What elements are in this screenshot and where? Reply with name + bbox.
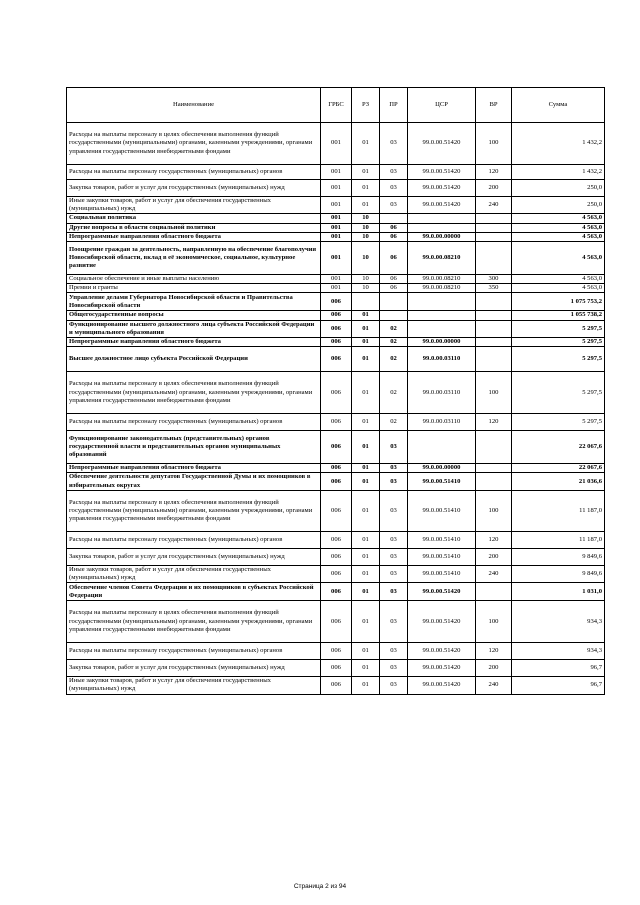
cell-pr: 03 xyxy=(380,548,408,565)
cell-vr xyxy=(476,232,512,241)
cell-sum: 4 563,0 xyxy=(512,275,605,284)
cell-grbs: 001 xyxy=(321,275,352,284)
cell-vr xyxy=(476,583,512,601)
table-row xyxy=(67,431,605,464)
cell-grbs: 001 xyxy=(321,180,352,197)
cell-sum: 5 297,5 xyxy=(512,372,605,414)
cell-sum: 22 067,6 xyxy=(512,431,605,464)
cell-grbs: 006 xyxy=(321,473,352,490)
cell-name: Управление делами Губернатора Новосибирской области и Правительства Новосибирской области xyxy=(67,293,321,311)
cell-grbs: 006 xyxy=(321,548,352,565)
cell-grbs: 001 xyxy=(321,123,352,165)
cell-csr xyxy=(408,320,476,337)
cell-sum: 11 187,0 xyxy=(512,531,605,548)
cell-csr: 99.0.00.03110 xyxy=(408,372,476,414)
cell-vr xyxy=(476,338,512,347)
cell-grbs: 006 xyxy=(321,565,352,582)
cell-pr: 03 xyxy=(380,464,408,473)
cell-pr: 02 xyxy=(380,372,408,414)
cell-rz: 01 xyxy=(352,601,380,643)
cell-name: Иные закупки товаров, работ и услуг для обеспечения государственных (муниципальных) нужд xyxy=(67,677,321,694)
cell-grbs: 001 xyxy=(321,284,352,293)
header-name: Наименование xyxy=(67,88,321,123)
table-row xyxy=(67,165,605,180)
cell-rz: 01 xyxy=(352,320,380,337)
cell-name: Расходы на выплаты персоналу государственных (муниципальных) органов xyxy=(67,414,321,431)
cell-sum: 250,0 xyxy=(512,180,605,197)
cell-csr xyxy=(408,431,476,464)
cell-csr: 99.0.00.08210 xyxy=(408,242,476,275)
table-row xyxy=(67,293,605,311)
table-row xyxy=(67,197,605,214)
cell-grbs: 006 xyxy=(321,320,352,337)
cell-vr xyxy=(476,431,512,464)
table-row xyxy=(67,284,605,293)
cell-name: Высшее должностное лицо субъекта Российской Федерации xyxy=(67,347,321,372)
cell-rz: 01 xyxy=(352,123,380,165)
budget-table xyxy=(66,87,605,695)
cell-vr: 240 xyxy=(476,677,512,694)
cell-sum: 5 297,5 xyxy=(512,347,605,372)
cell-csr: 99.0.00.51420 xyxy=(408,123,476,165)
cell-pr: 02 xyxy=(380,338,408,347)
cell-vr xyxy=(476,464,512,473)
cell-sum: 1 031,0 xyxy=(512,583,605,601)
cell-pr: 03 xyxy=(380,643,408,660)
cell-pr: 06 xyxy=(380,242,408,275)
cell-name: Расходы на выплаты персоналу в целях обеспечения выполнения функций государственными (муниципальными) органами, казенными учреждениями, органами управления государственными внебюджетными фондами xyxy=(67,123,321,165)
cell-vr: 120 xyxy=(476,414,512,431)
table-row xyxy=(67,490,605,531)
cell-name: Закупка товаров, работ и услуг для государственных (муниципальных) нужд xyxy=(67,180,321,197)
cell-pr xyxy=(380,311,408,320)
table-row xyxy=(67,414,605,431)
cell-sum: 934,3 xyxy=(512,643,605,660)
cell-vr: 200 xyxy=(476,548,512,565)
cell-rz: 01 xyxy=(352,414,380,431)
cell-name: Функционирование законодательных (представительных) органов государственной власти и представительных органов муниципальных образований xyxy=(67,431,321,464)
cell-pr: 06 xyxy=(380,275,408,284)
cell-sum: 21 036,6 xyxy=(512,473,605,490)
table-row xyxy=(67,473,605,490)
cell-grbs: 006 xyxy=(321,347,352,372)
cell-grbs: 006 xyxy=(321,677,352,694)
table-row xyxy=(67,223,605,232)
cell-sum: 4 563,0 xyxy=(512,284,605,293)
table-row xyxy=(67,548,605,565)
cell-pr: 06 xyxy=(380,284,408,293)
cell-sum: 11 187,0 xyxy=(512,490,605,531)
cell-rz: 01 xyxy=(352,531,380,548)
table-row xyxy=(67,372,605,414)
cell-rz: 01 xyxy=(352,660,380,677)
cell-csr: 99.0.00.51420 xyxy=(408,601,476,643)
cell-csr: 99.0.00.51420 xyxy=(408,197,476,214)
cell-name: Премии и гранты xyxy=(67,284,321,293)
cell-pr: 03 xyxy=(380,123,408,165)
cell-name: Расходы на выплаты персоналу в целях обеспечения выполнения функций государственными (муниципальными) органами, казенными учреждениями, органами управления государственными внебюджетными фондами xyxy=(67,372,321,414)
cell-grbs: 006 xyxy=(321,601,352,643)
cell-grbs: 006 xyxy=(321,643,352,660)
cell-sum: 9 849,6 xyxy=(512,565,605,582)
header-vr: ВР xyxy=(476,88,512,123)
cell-rz: 10 xyxy=(352,232,380,241)
cell-grbs: 001 xyxy=(321,232,352,241)
cell-csr: 99.0.00.51420 xyxy=(408,165,476,180)
cell-pr: 02 xyxy=(380,320,408,337)
cell-vr xyxy=(476,242,512,275)
cell-sum: 1 075 753,2 xyxy=(512,293,605,311)
cell-sum: 5 297,5 xyxy=(512,338,605,347)
cell-csr: 99.0.00.51420 xyxy=(408,583,476,601)
table-row xyxy=(67,347,605,372)
cell-grbs: 006 xyxy=(321,431,352,464)
cell-grbs: 006 xyxy=(321,464,352,473)
table-row xyxy=(67,311,605,320)
cell-rz: 01 xyxy=(352,347,380,372)
cell-sum: 5 297,5 xyxy=(512,414,605,431)
cell-name: Общегосударственные вопросы xyxy=(67,311,321,320)
cell-grbs: 006 xyxy=(321,311,352,320)
cell-rz: 10 xyxy=(352,223,380,232)
cell-csr: 99.0.00.51420 xyxy=(408,180,476,197)
cell-rz: 01 xyxy=(352,431,380,464)
cell-vr xyxy=(476,347,512,372)
cell-name: Иные закупки товаров, работ и услуг для обеспечения государственных (муниципальных) нужд xyxy=(67,565,321,582)
cell-name: Другие вопросы в области социальной политики xyxy=(67,223,321,232)
cell-name: Непрограммные направления областного бюджета xyxy=(67,232,321,241)
cell-vr: 300 xyxy=(476,275,512,284)
cell-name: Закупка товаров, работ и услуг для государственных (муниципальных) нужд xyxy=(67,660,321,677)
cell-pr: 03 xyxy=(380,601,408,643)
cell-name: Поощрение граждан за деятельность, направленную на обеспечение благополучия Новосибирской области, вклад в её экономическое, социальное, культурное развитие xyxy=(67,242,321,275)
cell-csr xyxy=(408,311,476,320)
header-rz: РЗ xyxy=(352,88,380,123)
table-row xyxy=(67,275,605,284)
cell-csr: 99.0.00.51420 xyxy=(408,660,476,677)
cell-sum: 4 563,0 xyxy=(512,214,605,223)
cell-csr: 99.0.00.00000 xyxy=(408,338,476,347)
cell-csr xyxy=(408,214,476,223)
table-row xyxy=(67,320,605,337)
cell-name: Непрограммные направления областного бюджета xyxy=(67,464,321,473)
cell-csr: 99.0.00.51420 xyxy=(408,643,476,660)
cell-rz: 10 xyxy=(352,242,380,275)
cell-sum: 4 563,0 xyxy=(512,223,605,232)
cell-csr: 99.0.00.03110 xyxy=(408,414,476,431)
table-row xyxy=(67,531,605,548)
cell-rz: 01 xyxy=(352,197,380,214)
cell-grbs: 001 xyxy=(321,223,352,232)
cell-name: Социальное обеспечение и иные выплаты населению xyxy=(67,275,321,284)
cell-rz xyxy=(352,293,380,311)
cell-rz: 01 xyxy=(352,372,380,414)
cell-pr: 03 xyxy=(380,473,408,490)
table-row xyxy=(67,643,605,660)
table-row xyxy=(67,583,605,601)
cell-pr: 03 xyxy=(380,197,408,214)
cell-grbs: 001 xyxy=(321,165,352,180)
cell-rz: 01 xyxy=(352,311,380,320)
cell-sum: 96,7 xyxy=(512,660,605,677)
cell-csr: 99.0.00.51410 xyxy=(408,473,476,490)
table-body xyxy=(67,123,605,695)
cell-pr: 03 xyxy=(380,565,408,582)
cell-vr: 120 xyxy=(476,531,512,548)
cell-grbs: 006 xyxy=(321,338,352,347)
cell-rz: 01 xyxy=(352,490,380,531)
cell-csr: 99.0.00.51410 xyxy=(408,565,476,582)
cell-pr: 06 xyxy=(380,223,408,232)
cell-vr: 100 xyxy=(476,490,512,531)
cell-name: Социальная политика xyxy=(67,214,321,223)
cell-sum: 4 563,0 xyxy=(512,242,605,275)
cell-sum: 1 432,2 xyxy=(512,165,605,180)
cell-rz: 01 xyxy=(352,338,380,347)
cell-name: Иные закупки товаров, работ и услуг для обеспечения государственных (муниципальных) нужд xyxy=(67,197,321,214)
cell-name: Функционирование высшего должностного лица субъекта Российской Федерации и муниципального образования xyxy=(67,320,321,337)
table-row xyxy=(67,242,605,275)
table-row xyxy=(67,214,605,223)
cell-vr: 120 xyxy=(476,165,512,180)
header-sum: Сумма xyxy=(512,88,605,123)
cell-name: Расходы на выплаты персоналу в целях обеспечения выполнения функций государственными (муниципальными) органами, казенными учреждениями, органами управления государственными внебюджетными фондами xyxy=(67,601,321,643)
cell-grbs: 006 xyxy=(321,660,352,677)
cell-grbs: 006 xyxy=(321,293,352,311)
cell-rz: 01 xyxy=(352,677,380,694)
cell-csr: 99.0.00.00000 xyxy=(408,464,476,473)
cell-name: Расходы на выплаты персоналу государственных (муниципальных) органов xyxy=(67,531,321,548)
cell-csr: 99.0.00.08210 xyxy=(408,284,476,293)
cell-grbs: 006 xyxy=(321,583,352,601)
cell-pr: 03 xyxy=(380,660,408,677)
cell-csr: 99.0.00.00000 xyxy=(408,232,476,241)
cell-rz: 01 xyxy=(352,180,380,197)
cell-sum: 9 849,6 xyxy=(512,548,605,565)
table-row xyxy=(67,123,605,165)
cell-name: Непрограммные направления областного бюджета xyxy=(67,338,321,347)
table-header-row xyxy=(67,88,605,123)
cell-vr xyxy=(476,320,512,337)
cell-name: Закупка товаров, работ и услуг для государственных (муниципальных) нужд xyxy=(67,548,321,565)
table-row xyxy=(67,601,605,643)
cell-pr: 06 xyxy=(380,232,408,241)
cell-grbs: 006 xyxy=(321,490,352,531)
cell-pr: 02 xyxy=(380,414,408,431)
cell-pr: 02 xyxy=(380,347,408,372)
header-grbs: ГРБС xyxy=(321,88,352,123)
cell-csr: 99.0.00.51410 xyxy=(408,531,476,548)
cell-vr: 240 xyxy=(476,197,512,214)
cell-csr: 99.0.00.08210 xyxy=(408,275,476,284)
cell-pr: 03 xyxy=(380,431,408,464)
cell-grbs: 006 xyxy=(321,414,352,431)
cell-vr xyxy=(476,214,512,223)
header-csr: ЦСР xyxy=(408,88,476,123)
cell-csr: 99.0.00.03110 xyxy=(408,347,476,372)
cell-vr: 350 xyxy=(476,284,512,293)
cell-rz: 10 xyxy=(352,214,380,223)
cell-csr xyxy=(408,223,476,232)
table-row xyxy=(67,565,605,582)
cell-csr: 99.0.00.51410 xyxy=(408,490,476,531)
cell-vr: 100 xyxy=(476,123,512,165)
cell-pr xyxy=(380,293,408,311)
cell-rz: 10 xyxy=(352,284,380,293)
page-number: Страница 2 из 94 xyxy=(293,883,347,890)
cell-rz: 01 xyxy=(352,583,380,601)
cell-vr xyxy=(476,223,512,232)
cell-vr: 120 xyxy=(476,643,512,660)
cell-sum: 250,0 xyxy=(512,197,605,214)
cell-rz: 01 xyxy=(352,464,380,473)
cell-vr xyxy=(476,293,512,311)
table-row xyxy=(67,180,605,197)
cell-sum: 22 067,6 xyxy=(512,464,605,473)
cell-sum: 96,7 xyxy=(512,677,605,694)
table-row xyxy=(67,660,605,677)
cell-rz: 01 xyxy=(352,565,380,582)
cell-rz: 10 xyxy=(352,275,380,284)
cell-grbs: 001 xyxy=(321,197,352,214)
cell-csr: 99.0.00.51410 xyxy=(408,548,476,565)
cell-pr: 03 xyxy=(380,583,408,601)
cell-pr: 03 xyxy=(380,165,408,180)
cell-pr xyxy=(380,214,408,223)
cell-pr: 03 xyxy=(380,531,408,548)
table-row xyxy=(67,677,605,694)
cell-vr: 240 xyxy=(476,565,512,582)
cell-name: Обеспечение членов Совета Федерации и их помощников в субъектах Российской Федерации xyxy=(67,583,321,601)
cell-name: Обеспечение деятельности депутатов Государственной Думы и их помощников в избирательных округах xyxy=(67,473,321,490)
cell-grbs: 001 xyxy=(321,214,352,223)
cell-rz: 01 xyxy=(352,548,380,565)
cell-rz: 01 xyxy=(352,165,380,180)
cell-rz: 01 xyxy=(352,473,380,490)
cell-vr: 200 xyxy=(476,180,512,197)
cell-sum: 1 055 738,2 xyxy=(512,311,605,320)
table-row xyxy=(67,232,605,241)
header-pr: ПР xyxy=(380,88,408,123)
cell-vr xyxy=(476,473,512,490)
cell-grbs: 006 xyxy=(321,531,352,548)
cell-name: Расходы на выплаты персоналу в целях обеспечения выполнения функций государственными (муниципальными) органами, казенными учреждениями, органами управления государственными внебюджетными фондами xyxy=(67,490,321,531)
cell-pr: 03 xyxy=(380,180,408,197)
table-row xyxy=(67,338,605,347)
cell-rz: 01 xyxy=(352,643,380,660)
cell-pr: 03 xyxy=(380,490,408,531)
cell-vr: 100 xyxy=(476,601,512,643)
cell-grbs: 006 xyxy=(321,372,352,414)
cell-vr: 100 xyxy=(476,372,512,414)
cell-csr xyxy=(408,293,476,311)
cell-sum: 934,3 xyxy=(512,601,605,643)
table-row xyxy=(67,464,605,473)
cell-pr: 03 xyxy=(380,677,408,694)
cell-sum: 5 297,5 xyxy=(512,320,605,337)
cell-grbs: 001 xyxy=(321,242,352,275)
cell-sum: 1 432,2 xyxy=(512,123,605,165)
cell-csr: 99.0.00.51420 xyxy=(408,677,476,694)
cell-sum: 4 563,0 xyxy=(512,232,605,241)
cell-vr xyxy=(476,311,512,320)
cell-name: Расходы на выплаты персоналу государственных (муниципальных) органов xyxy=(67,643,321,660)
cell-vr: 200 xyxy=(476,660,512,677)
cell-name: Расходы на выплаты персоналу государственных (муниципальных) органов xyxy=(67,165,321,180)
